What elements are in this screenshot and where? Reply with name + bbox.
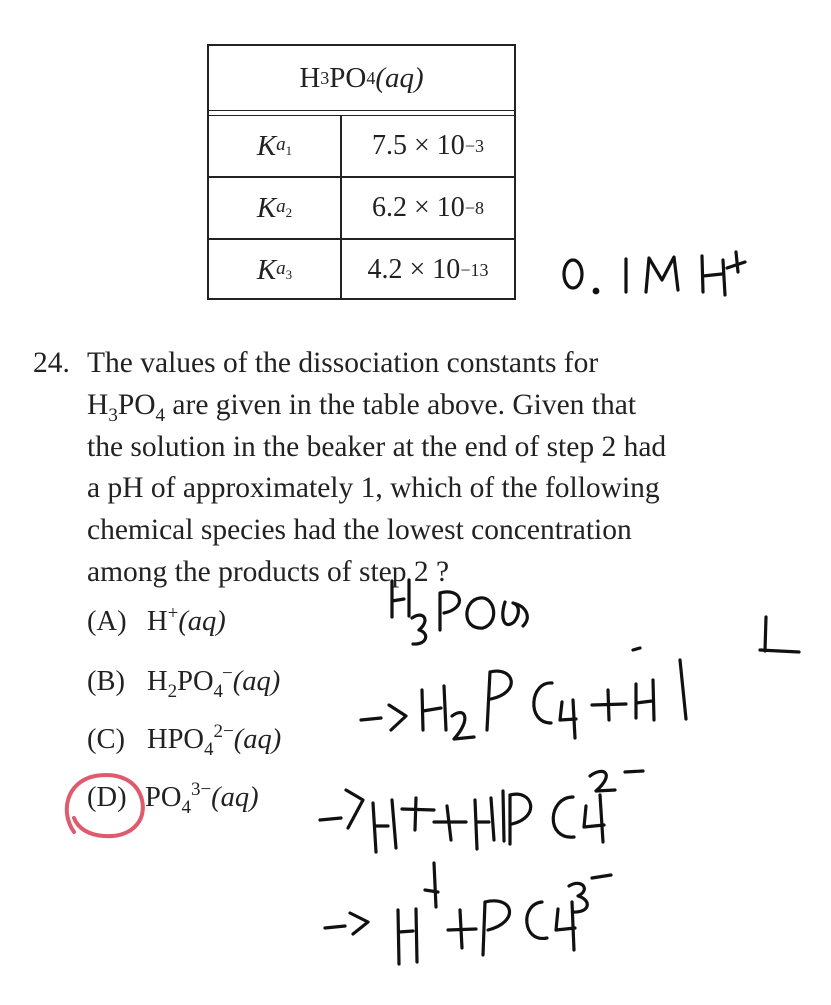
handwritten-step-2 [320,771,643,852]
option-a-label: (A) [87,606,127,637]
handwritten-concentration-note [564,252,745,295]
option-b-label: (B) [87,666,125,697]
handwritten-step-3 [325,863,611,964]
handwritten-h3po4 [392,580,527,644]
question-number: 24. [33,347,70,379]
header-po: PO [329,61,367,94]
ka3-value: 4.2 × 10 −13 [367,254,489,285]
answer-circle [67,775,143,836]
question-line-6: among the products of step 2 ? [87,555,450,588]
ka1-label: K $a_1$ [256,129,293,162]
option-c[interactable]: (C) $HPO_4^{2-}(aq)$ [87,721,282,760]
ka2-label: K $a_2$ [256,191,293,224]
question-line-3: the solution in the beaker at the end of step 2 had [87,430,667,463]
option-a[interactable]: (A) H+(aq) [87,603,226,637]
option-c-label: (C) [87,724,125,755]
question-line-1: The values of the dissociation constants for [87,347,599,379]
ka3-label: K $a_3$ [256,253,293,286]
ka2-value: 6.2 × 10 −8 [372,192,484,223]
option-d[interactable]: (D) $PO_4^{3-}(aq)$ [87,779,259,818]
question-line-4: a pH of approximately 1, which of the following [87,472,660,505]
question-line-5: chemical species had the lowest concentration [87,514,632,547]
ka1-value: 7.5 × 10 −3 [372,130,484,161]
header-state: (aq) [375,61,424,94]
header-sub4: 4 [366,67,376,88]
option-d-label: (D) [87,782,127,813]
header-sub3: 3 [320,67,330,88]
question-line-2: $H_3PO_4$ are given in the table above. Given that [87,388,637,426]
header-h: H [299,61,321,94]
option-b[interactable]: (B) $H_2PO_4^-(aq)$ [87,663,281,702]
